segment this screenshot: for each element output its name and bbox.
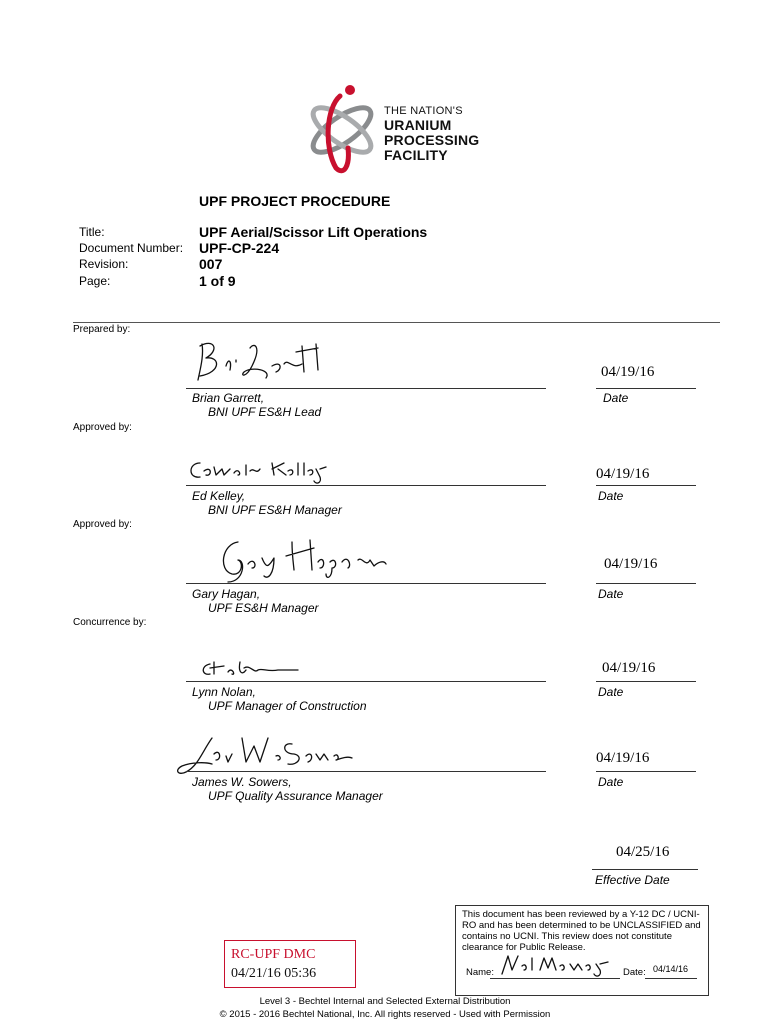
- date-value-4: 04/19/16: [602, 660, 656, 676]
- signature-line-1: [186, 388, 546, 389]
- date-value-3: 04/19/16: [604, 556, 658, 572]
- date-line-2: [596, 485, 696, 486]
- signature-line-3: [186, 583, 546, 584]
- distribution-footer: Level 3 - Bechtel Internal and Selected External Distribution: [259, 996, 511, 1007]
- section-divider: [73, 322, 720, 323]
- date-label-5: Date: [598, 775, 624, 789]
- signature-line-5: [186, 771, 546, 772]
- reviewer-name-label: Name:: [466, 967, 494, 978]
- review-statement: This document has been reviewed by a Y-12 DC / UCNI-RO and has been determined to be UNCLASSIFIED and contains no UCNI. This review does not constitute clearance for Public Release.: [462, 909, 701, 953]
- logo-line-3: PROCESSING: [384, 132, 480, 148]
- effective-date-line: [592, 869, 698, 870]
- signer-title-3: UPF ES&H Manager: [208, 601, 319, 615]
- logo-line-2: URANIUM: [384, 117, 452, 133]
- date-label-2: Date: [598, 489, 624, 503]
- review-date-line: [645, 978, 697, 979]
- date-value-5: 04/19/16: [596, 750, 650, 766]
- approved-by-label-1: Approved by:: [73, 422, 132, 433]
- signer-title-1: BNI UPF ES&H Lead: [208, 405, 322, 419]
- document-heading: UPF PROJECT PROCEDURE: [199, 193, 391, 209]
- reviewer-name-line: [490, 978, 620, 979]
- date-line-3: [596, 583, 696, 584]
- signature-reviewer: [496, 950, 616, 980]
- page-label: Page:: [79, 274, 111, 288]
- signer-name-2: Ed Kelley,: [192, 489, 246, 503]
- stamp-line-1: RC-UPF DMC: [231, 947, 316, 962]
- signer-title-4: UPF Manager of Construction: [208, 699, 367, 713]
- date-label-4: Date: [598, 685, 624, 699]
- signature-line-4: [186, 681, 546, 682]
- dmc-receipt-stamp: [224, 940, 356, 988]
- signature-gary-hagan: [218, 534, 398, 584]
- title-value: UPF Aerial/Scissor Lift Operations: [199, 224, 428, 240]
- signer-name-4: Lynn Nolan,: [192, 685, 256, 699]
- date-line-5: [596, 771, 696, 772]
- approved-by-label-2: Approved by:: [73, 519, 132, 530]
- logo-line-1: THE NATION'S: [384, 105, 463, 117]
- date-value-2: 04/19/16: [596, 466, 650, 482]
- title-label: Title:: [79, 225, 105, 239]
- date-value-1: 04/19/16: [601, 364, 655, 380]
- document-number-label: Document Number:: [79, 241, 184, 255]
- signer-name-3: Gary Hagan,: [192, 587, 261, 601]
- stamp-line-2: 04/21/16 05:36: [231, 966, 317, 981]
- prepared-by-label: Prepared by:: [73, 324, 131, 335]
- signer-name-5: James W. Sowers,: [192, 775, 292, 789]
- signature-line-2: [186, 485, 546, 486]
- date-line-1: [596, 388, 696, 389]
- review-date-value: 04/14/16: [653, 964, 689, 974]
- copyright-footer: © 2015 - 2016 Bechtel National, Inc. All rights reserved - Used with Permission: [219, 1009, 551, 1020]
- document-number-value: UPF-CP-224: [199, 240, 280, 256]
- page-value: 1 of 9: [199, 273, 236, 289]
- date-label-3: Date: [598, 587, 624, 601]
- signer-name-1: Brian Garrett,: [192, 391, 265, 405]
- date-label-1: Date: [603, 391, 629, 405]
- concurrence-by-label: Concurrence by:: [73, 617, 147, 628]
- review-date-label: Date:: [623, 967, 646, 978]
- logo-line-4: FACILITY: [384, 147, 448, 163]
- revision-label: Revision:: [79, 257, 129, 271]
- revision-value: 007: [199, 256, 223, 272]
- signer-title-2: BNI UPF ES&H Manager: [208, 503, 342, 517]
- date-line-4: [596, 681, 696, 682]
- effective-date-label: Effective Date: [595, 873, 670, 887]
- atom-logo-icon: [300, 78, 380, 178]
- signature-ed-kelley: [186, 457, 336, 487]
- signer-title-5: UPF Quality Assurance Manager: [208, 789, 383, 803]
- upf-logo: [300, 78, 480, 178]
- effective-date-value: 04/25/16: [616, 844, 670, 860]
- signature-brian-garrett: [192, 336, 332, 386]
